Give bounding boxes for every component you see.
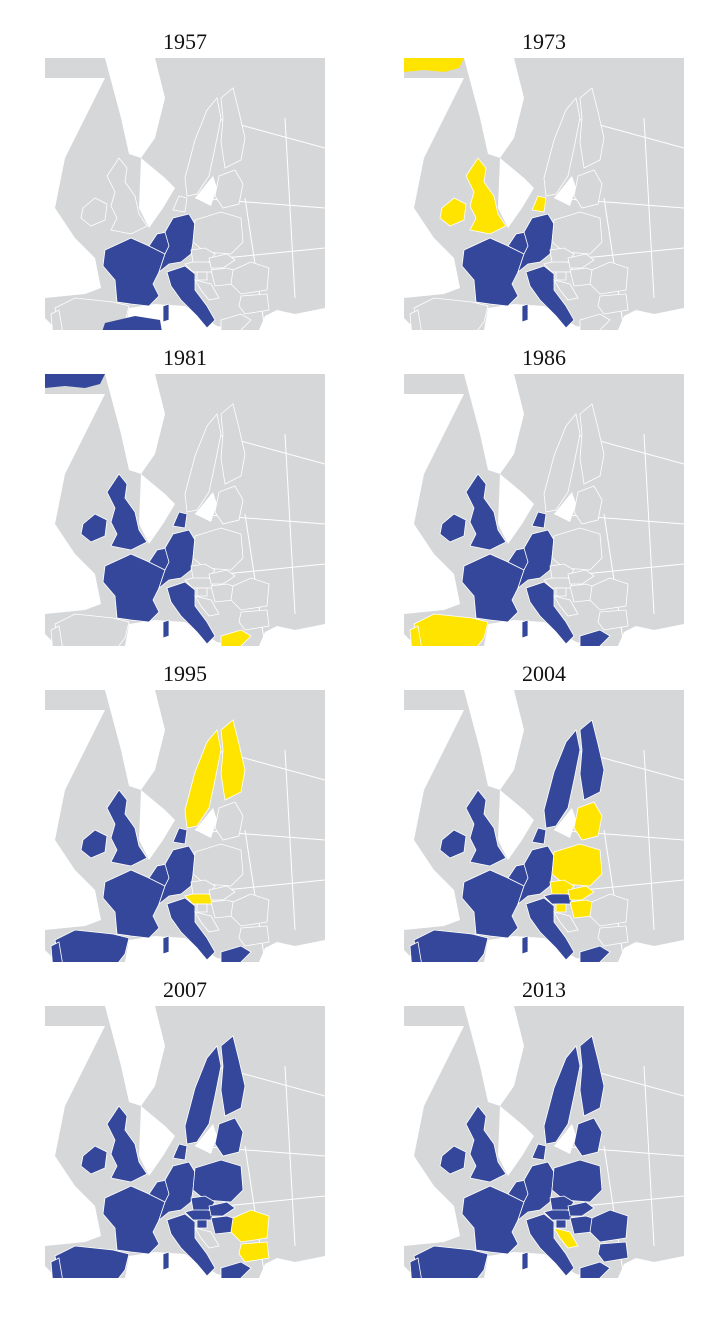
map-panel-1981 [45, 345, 325, 650]
map-panel-1957 [45, 29, 325, 334]
europe-map [404, 690, 684, 962]
map-panel-1973 [404, 29, 684, 334]
map-svg [404, 1006, 684, 1278]
country-si [556, 272, 566, 280]
map-panel-2004 [404, 661, 684, 966]
country-pl [552, 212, 602, 254]
country-bg [598, 610, 628, 630]
country-pl [193, 528, 243, 570]
country-pl [552, 1160, 602, 1202]
country-pl [552, 844, 602, 886]
country-si [197, 1220, 207, 1228]
map-svg [45, 374, 325, 646]
country-bg [239, 294, 269, 314]
country-pl [193, 1160, 243, 1202]
map-svg [404, 374, 684, 646]
country-bg [239, 926, 269, 946]
country-pl [193, 212, 243, 254]
year-label: 1995 [163, 661, 207, 686]
country-si [197, 588, 207, 596]
map-panel-1995 [45, 661, 325, 966]
map-svg [45, 58, 325, 330]
country-si [197, 272, 207, 280]
europe-map [45, 690, 325, 962]
year-label: 2004 [522, 661, 566, 686]
country-si [556, 1220, 566, 1228]
country-bg [239, 610, 269, 630]
country-si [556, 904, 566, 912]
country-si [197, 904, 207, 912]
map-panel-2007 [45, 977, 325, 1282]
europe-map [404, 374, 684, 646]
country-bg [239, 1242, 269, 1262]
map-svg [45, 690, 325, 962]
europe-map [45, 58, 325, 330]
country-bg [598, 926, 628, 946]
country-bg [598, 1242, 628, 1262]
year-label: 1957 [163, 29, 207, 54]
country-bg [598, 294, 628, 314]
country-pl [193, 844, 243, 886]
country-pl [552, 528, 602, 570]
europe-map [404, 1006, 684, 1278]
year-label: 1986 [522, 345, 566, 370]
year-label: 2007 [163, 977, 207, 1002]
europe-map [45, 374, 325, 646]
map-panel-2013 [404, 977, 684, 1282]
map-svg [45, 1006, 325, 1278]
map-svg [404, 690, 684, 962]
europe-map [45, 1006, 325, 1278]
year-label: 1981 [163, 345, 207, 370]
country-si [556, 588, 566, 596]
europe-map [404, 58, 684, 330]
year-label: 1973 [522, 29, 566, 54]
year-label: 2013 [522, 977, 566, 1002]
map-svg [404, 58, 684, 330]
map-panel-1986 [404, 345, 684, 650]
